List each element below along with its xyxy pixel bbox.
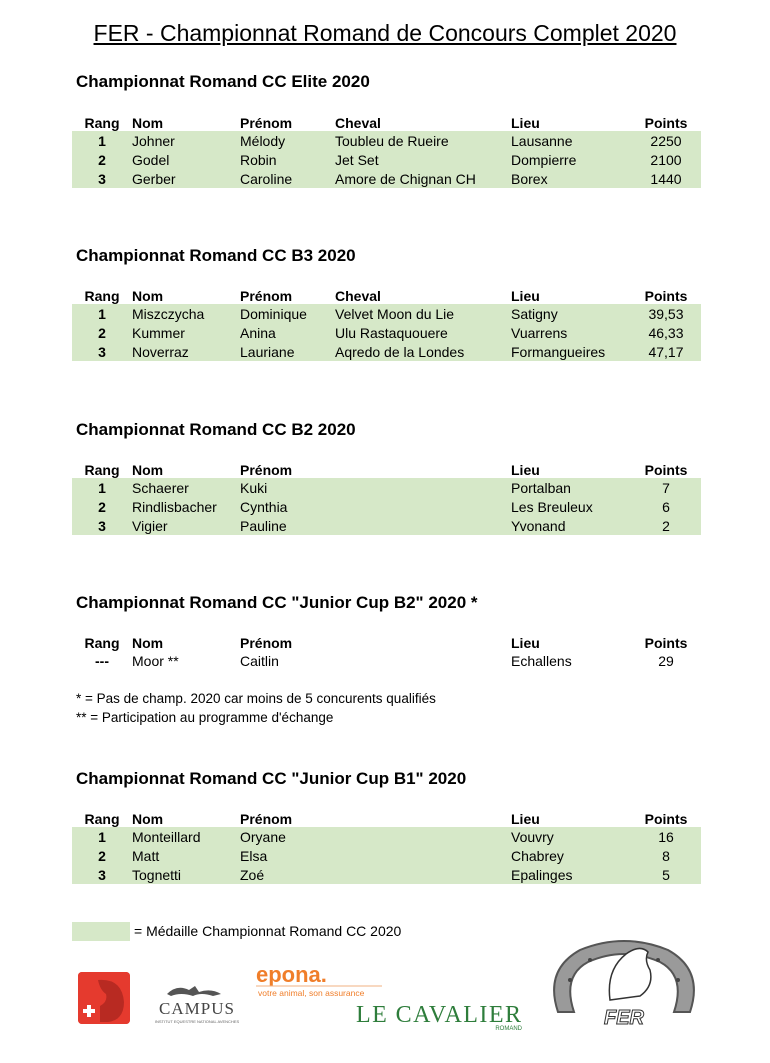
cell-points: 46,33: [631, 323, 701, 342]
cavalier-logo-subtitle: ROMAND: [495, 1026, 522, 1032]
cell-cheval: Velvet Moon du Lie: [335, 304, 511, 323]
cell-prenom: Mélody: [240, 131, 335, 150]
column-header-prenom: Prénom: [240, 114, 293, 131]
cell-points: 7: [631, 478, 701, 497]
cell-cheval: [335, 478, 511, 497]
cell-cheval: Toubleu de Rueire: [335, 131, 511, 150]
results-table-junior-b2: [72, 634, 701, 670]
campus-logo-subtitle: INSTITUT EQUESTRE NATIONAL AVENCHES: [154, 1019, 240, 1024]
column-header-lieu: Lieu: [511, 810, 540, 827]
cell-nom: Matt: [132, 846, 240, 865]
column-header-prenom: Prénom: [240, 461, 293, 478]
cell-lieu: Vouvry: [511, 827, 631, 846]
column-header-lieu: Lieu: [511, 634, 540, 651]
table-header-row: [72, 114, 701, 131]
table-row: [72, 865, 701, 884]
column-header-lieu: Lieu: [511, 114, 540, 131]
cell-points: 2250: [631, 131, 701, 150]
cell-prenom: Oryane: [240, 827, 335, 846]
cell-points: 6: [631, 497, 701, 516]
cell-prenom: Dominique: [240, 304, 335, 323]
table-row: [72, 323, 701, 342]
note-asterisk: * = Pas de champ. 2020 car moins de 5 concurents qualifiés: [76, 691, 436, 706]
cell-prenom: Robin: [240, 150, 335, 169]
cell-lieu: Borex: [511, 169, 631, 188]
cell-nom: Gerber: [132, 169, 240, 188]
column-header-nom: Nom: [132, 287, 164, 304]
cell-nom: Vigier: [132, 516, 240, 535]
column-header-rang: Rang: [84, 810, 120, 827]
cell-points: 29: [658, 652, 674, 669]
cell-prenom: Anina: [240, 323, 335, 342]
cell-rang: 2: [72, 846, 132, 865]
table-row: [72, 846, 701, 865]
results-table-b2: [72, 461, 701, 535]
cell-points: 5: [631, 865, 701, 884]
column-header-lieu: Lieu: [511, 287, 540, 304]
table-row: [72, 516, 701, 535]
cell-lieu: Vuarrens: [511, 323, 631, 342]
cell-nom: Tognetti: [132, 865, 240, 884]
cell-rang: 3: [72, 342, 132, 361]
table-header-row: [72, 287, 701, 304]
table-row: [72, 827, 701, 846]
cell-nom: Monteillard: [132, 827, 240, 846]
column-header-nom: Nom: [132, 461, 164, 478]
cell-lieu: Chabrey: [511, 846, 631, 865]
cell-nom: Miszczycha: [132, 304, 240, 323]
fer-swiss-horse-logo: [78, 972, 130, 1024]
legend-medal-swatch: [72, 922, 130, 941]
cell-rang: 2: [72, 150, 132, 169]
cell-rang: 1: [72, 478, 132, 497]
fer-horseshoe-logo: [540, 930, 708, 1030]
table-row: [72, 478, 701, 497]
cell-lieu: Yvonand: [511, 516, 631, 535]
cell-points: 39,53: [631, 304, 701, 323]
cell-nom: Noverraz: [132, 342, 240, 361]
cell-cheval: [335, 865, 511, 884]
epona-logo: [254, 960, 384, 1000]
column-header-cheval: Cheval: [335, 287, 381, 304]
column-header-cheval: [335, 810, 511, 827]
cell-cheval: [335, 516, 511, 535]
cell-cheval: [335, 497, 511, 516]
section-title-elite: Championnat Romand CC Elite 2020: [76, 72, 370, 91]
column-header-prenom: Prénom: [240, 634, 293, 651]
column-header-points: Points: [644, 461, 688, 478]
cavalier-romand-logo: [356, 998, 526, 1032]
cell-prenom: Cynthia: [240, 497, 335, 516]
section-title-junior-b1: Championnat Romand CC "Junior Cup B1" 2020: [76, 769, 467, 788]
cell-cheval: [335, 651, 511, 670]
table-row: [72, 169, 701, 188]
cell-nom: Schaerer: [132, 478, 240, 497]
column-header-prenom: Prénom: [240, 287, 293, 304]
cavalier-logo-text: LE CAVALIER: [356, 1002, 522, 1028]
cell-rang: 1: [72, 827, 132, 846]
cell-lieu: Satigny: [511, 304, 631, 323]
cell-prenom: Elsa: [240, 846, 335, 865]
cell-points: 1440: [631, 169, 701, 188]
cell-cheval: [335, 827, 511, 846]
column-header-prenom: Prénom: [240, 810, 293, 827]
results-table-junior-b1: [72, 810, 701, 884]
cell-prenom: Pauline: [240, 516, 335, 535]
cell-cheval: Ulu Rastaquouere: [335, 323, 511, 342]
column-header-nom: Nom: [132, 810, 164, 827]
column-header-cheval: [335, 461, 511, 478]
campus-logo: [147, 980, 247, 1026]
cell-points: 8: [631, 846, 701, 865]
cell-nom: Rindlisbacher: [132, 497, 240, 516]
cell-points: 2: [631, 516, 701, 535]
cell-lieu: Dompierre: [511, 150, 631, 169]
column-header-lieu: Lieu: [511, 461, 540, 478]
column-header-nom: Nom: [132, 114, 164, 131]
cell-rang: 1: [72, 304, 132, 323]
section-title-b2: Championnat Romand CC B2 2020: [76, 420, 356, 439]
table-header-row: [72, 810, 701, 827]
section-title-junior-b2: Championnat Romand CC "Junior Cup B2" 2020 *: [76, 593, 478, 612]
cell-cheval: Jet Set: [335, 150, 511, 169]
cell-lieu: Echallens: [511, 652, 572, 669]
cell-points: 47,17: [631, 342, 701, 361]
cell-rang: 1: [72, 131, 132, 150]
cell-lieu: Lausanne: [511, 131, 631, 150]
column-header-cheval: Cheval: [335, 114, 381, 131]
cell-rang: 3: [72, 516, 132, 535]
fer-logo-text: FER: [604, 1007, 644, 1029]
cell-lieu: Formangueires: [511, 342, 631, 361]
document-title: FER - Championnat Romand de Concours Complet 2020: [93, 20, 677, 46]
column-header-rang: Rang: [84, 634, 120, 651]
column-header-rang: Rang: [84, 114, 120, 131]
table-row: [72, 304, 701, 323]
cell-prenom: Lauriane: [240, 342, 335, 361]
column-header-nom: Nom: [132, 634, 164, 651]
cell-rang: 2: [72, 323, 132, 342]
cell-prenom: Kuki: [240, 478, 335, 497]
table-row: [72, 651, 701, 670]
column-header-cheval: [335, 634, 511, 651]
cell-points: 16: [631, 827, 701, 846]
column-header-points: Points: [644, 114, 688, 131]
table-header-row: [72, 634, 701, 651]
cell-nom: Kummer: [132, 323, 240, 342]
cell-points: 2100: [631, 150, 701, 169]
cell-prenom: Caitlin: [240, 652, 279, 669]
cell-lieu: Les Breuleux: [511, 497, 631, 516]
cell-cheval: Amore de Chignan CH: [335, 169, 511, 188]
column-header-rang: Rang: [84, 461, 120, 478]
legend-text: = Médaille Championnat Romand CC 2020: [134, 923, 402, 939]
campus-logo-text: CAMPUS: [159, 999, 235, 1018]
cell-rang: 3: [72, 169, 132, 188]
cell-nom: Johner: [132, 131, 240, 150]
results-table-elite: [72, 114, 701, 188]
cell-nom: Godel: [132, 150, 240, 169]
cell-cheval: [335, 846, 511, 865]
epona-logo-text: epona.: [256, 962, 327, 987]
table-row: [72, 497, 701, 516]
cell-nom: Moor **: [132, 652, 179, 669]
cell-rang: ---: [95, 652, 109, 669]
epona-tagline: votre animal, son assurance: [258, 988, 365, 998]
column-header-points: Points: [644, 287, 688, 304]
column-header-points: Points: [644, 810, 688, 827]
results-table-b3: [72, 287, 701, 361]
table-row: [72, 131, 701, 150]
cell-lieu: Portalban: [511, 478, 631, 497]
section-title-b3: Championnat Romand CC B3 2020: [76, 246, 356, 265]
cell-rang: 3: [72, 865, 132, 884]
cell-lieu: Epalinges: [511, 865, 631, 884]
table-header-row: [72, 461, 701, 478]
cell-rang: 2: [72, 497, 132, 516]
table-row: [72, 150, 701, 169]
column-header-points: Points: [644, 634, 688, 651]
cell-cheval: Aqredo de la Londes: [335, 342, 511, 361]
cell-prenom: Caroline: [240, 169, 335, 188]
note-double-asterisk: ** = Participation au programme d'échange: [76, 710, 334, 725]
table-row: [72, 342, 701, 361]
column-header-rang: Rang: [84, 287, 120, 304]
cell-prenom: Zoé: [240, 865, 335, 884]
